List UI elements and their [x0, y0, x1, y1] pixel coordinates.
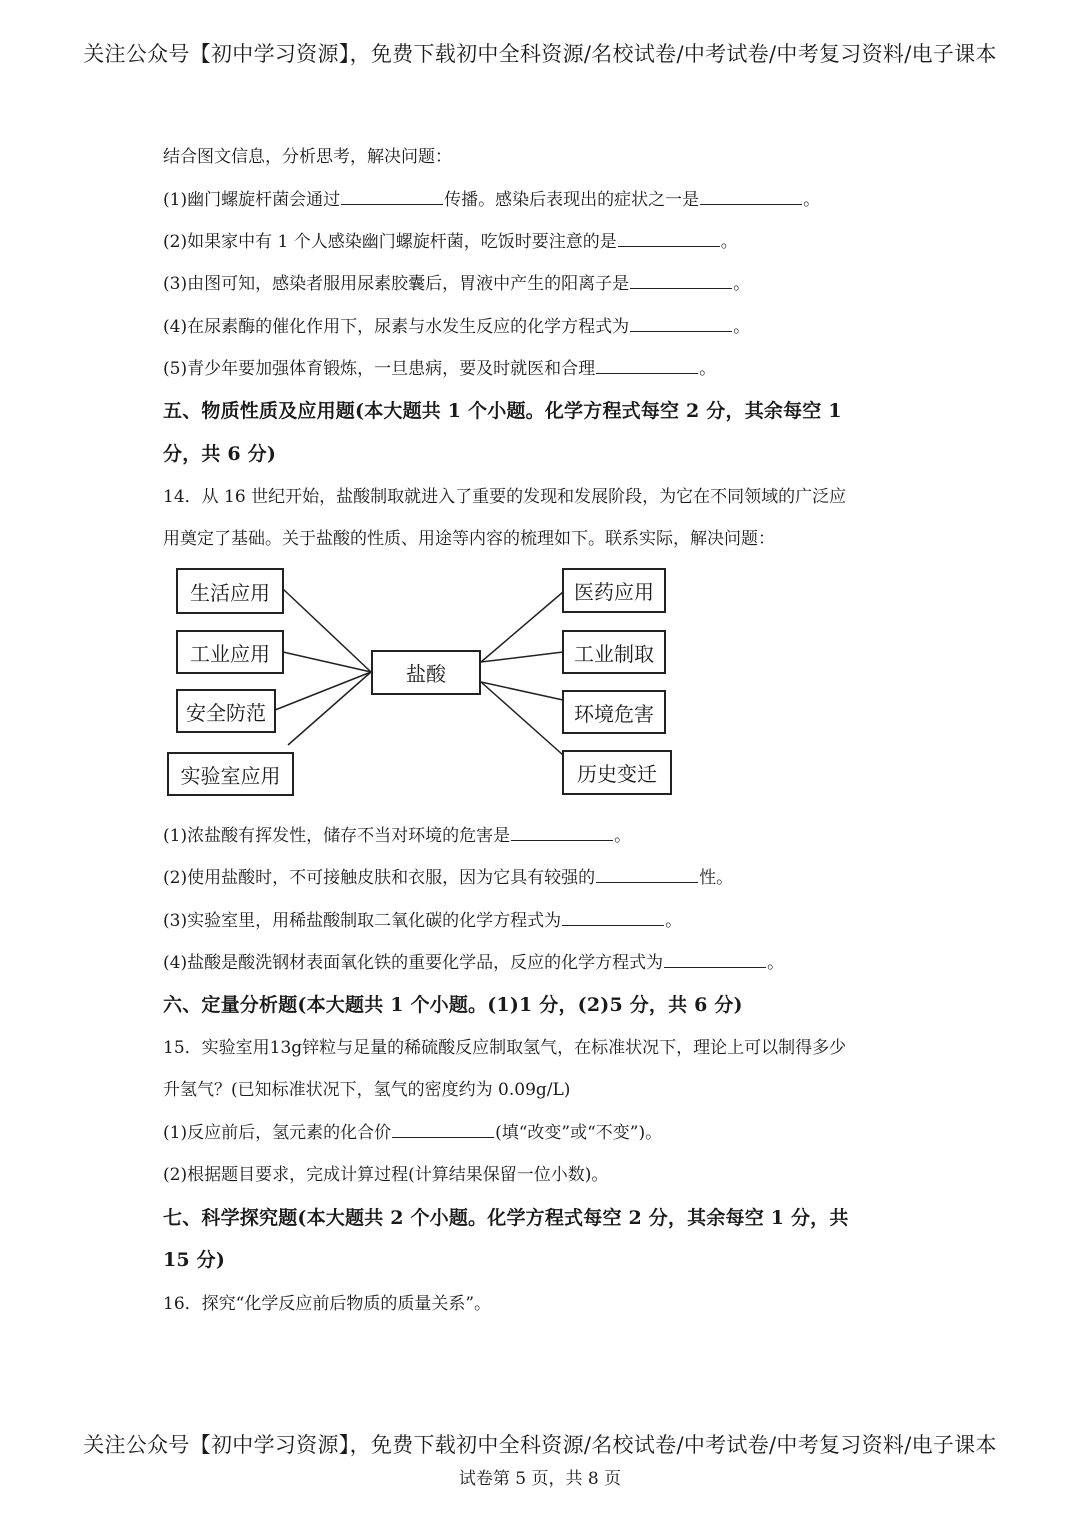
center-node: 盐酸: [371, 650, 481, 695]
answer-blank: [618, 245, 720, 247]
answer-blank: [596, 372, 698, 374]
q13-item-1-text-c: 。: [803, 190, 821, 210]
right-node-2: 工业制取: [562, 630, 666, 674]
connector-line: [288, 672, 371, 745]
q15-item-1-text-b: (填“改变”或“不变”)。: [495, 1123, 663, 1143]
q15-item-1-text-a: (1)反应前后，氢元素的化合价: [163, 1123, 392, 1143]
q13-item-4: [163, 312, 750, 337]
q13-item-4-text-a: (4)在尿素酶的催化作用下，尿素与水发生反应的化学方程式为: [163, 317, 630, 337]
q15-mass: 13g: [269, 1038, 303, 1058]
q13-item-3-text-b: 。: [733, 274, 751, 294]
connector-line: [481, 592, 563, 662]
answer-blank: [700, 203, 802, 205]
answer-blank: [562, 924, 664, 926]
q13-item-3: [163, 269, 750, 294]
q14-item-4: [163, 948, 784, 973]
answer-blank: [392, 1136, 494, 1138]
right-node-3: 环境危害: [562, 690, 666, 734]
left-node-2: 工业应用: [176, 630, 284, 674]
section-5-heading-line-1: 五、物质性质及应用题(本大题共 1 个小题。化学方程式每空 2 分，其余每空 1: [163, 400, 842, 422]
q15-item-1: [163, 1118, 662, 1143]
q15-stem-text-a: 15．实验室用: [163, 1038, 270, 1058]
left-node-1: 生活应用: [176, 568, 284, 614]
q13-item-5-text-b: 。: [699, 359, 717, 379]
q13-item-2-text-b: 。: [720, 232, 738, 252]
q13-item-1-text-a: (1)幽门螺旋杆菌会通过: [163, 190, 341, 210]
answer-blank: [511, 839, 613, 841]
left-node-3: 安全防范: [176, 689, 276, 733]
right-node-4: 历史变迁: [562, 750, 672, 795]
header-banner: 关注公众号【初中学习资源】，免费下载初中全科资源/名校试卷/中考试卷/中考复习资料/电子课本: [83, 42, 997, 66]
hydrochloric-acid-mind-map: [163, 560, 683, 805]
q13-item-2: [163, 227, 738, 252]
q13-item-4-text-b: 。: [733, 317, 751, 337]
q14-stem-line-2: 用奠定了基础。关于盐酸的性质、用途等内容的梳理如下。联系实际，解决问题：: [163, 529, 775, 549]
q16-stem: 16．探究“化学反应前后物质的质量关系”。: [163, 1294, 492, 1314]
q14-item-3-text-a: (3)实验室里，用稀盐酸制取二氧化碳的化学方程式为: [163, 911, 562, 931]
answer-blank: [341, 203, 443, 205]
q15-stem-line-2: 升氢气？(已知标准状况下，氢气的密度约为 0.09g/L): [163, 1080, 571, 1100]
section-5-heading-line-2: 分，共 6 分): [163, 443, 277, 465]
section-7-heading-line-1: 七、科学探究题(本大题共 2 个小题。化学方程式每空 2 分，其余每空 1 分，共: [163, 1207, 849, 1229]
section-6-heading: 六、定量分析题(本大题共 1 个小题。(1)1 分，(2)5 分，共 6 分): [163, 994, 743, 1016]
page-number: 试卷第 5 页，共 8 页: [458, 1469, 622, 1489]
answer-blank: [596, 881, 698, 883]
answer-blank: [630, 287, 732, 289]
q13-item-2-text-a: (2)如果家中有 1 个人感染幽门螺旋杆菌，吃饭时要注意的是: [163, 232, 617, 252]
q14-item-1: [163, 821, 631, 846]
left-node-4: 实验室应用: [167, 752, 294, 796]
q15-stem-text-c: 锌粒与足量的稀硫酸反应制取氢气，在标准状况下，理论上可以制得多少: [302, 1038, 847, 1058]
q14-item-1-text-b: 。: [614, 826, 632, 846]
q14-stem-line-1: 14．从 16 世纪开始，盐酸制取就进入了重要的发现和发展阶段，为它在不同领域的广泛应: [163, 487, 847, 507]
connector-line: [481, 682, 563, 700]
answer-blank: [630, 330, 732, 332]
q13-item-1-text-b: 传播。感染后表现出的症状之一是: [444, 190, 700, 210]
connector-line: [481, 652, 563, 662]
connector-line: [275, 672, 371, 710]
q14-item-3-text-b: 。: [665, 911, 683, 931]
q14-item-4-text-b: 。: [767, 953, 785, 973]
q14-item-2-text-b: 性。: [699, 868, 734, 888]
answer-blank: [664, 966, 766, 968]
q14-item-1-text-a: (1)浓盐酸有挥发性，储存不当对环境的危害是: [163, 826, 511, 846]
footer-banner: 关注公众号【初中学习资源】，免费下载初中全科资源/名校试卷/中考试卷/中考复习资料/电子课本: [83, 1433, 997, 1457]
q14-item-4-text-a: (4)盐酸是酸洗钢材表面氧化铁的重要化学品，反应的化学方程式为: [163, 953, 664, 973]
connector-line: [481, 682, 563, 755]
connector-line: [283, 652, 371, 672]
q15-stem-line-1: [163, 1033, 846, 1058]
right-node-1: 医药应用: [562, 568, 666, 613]
q13-item-3-text-a: (3)由图可知，感染者服用尿素胶囊后，胃液中产生的阳离子是: [163, 274, 630, 294]
q14-item-2: [163, 863, 733, 888]
q13-item-5: [163, 354, 716, 379]
section-7-heading-line-2: 15 分): [163, 1249, 226, 1271]
q15-item-2: (2)根据题目要求，完成计算过程(计算结果保留一位小数)。: [163, 1165, 609, 1185]
q13-intro: 结合图文信息，分析思考，解决问题：: [163, 147, 452, 167]
q14-item-2-text-a: (2)使用盐酸时，不可接触皮肤和衣服，因为它具有较强的: [163, 868, 596, 888]
connector-line: [283, 589, 371, 672]
q13-item-1: [163, 185, 820, 210]
q13-item-5-text-a: (5)青少年要加强体育锻炼，一旦患病，要及时就医和合理: [163, 359, 596, 379]
q14-item-3: [163, 906, 682, 931]
